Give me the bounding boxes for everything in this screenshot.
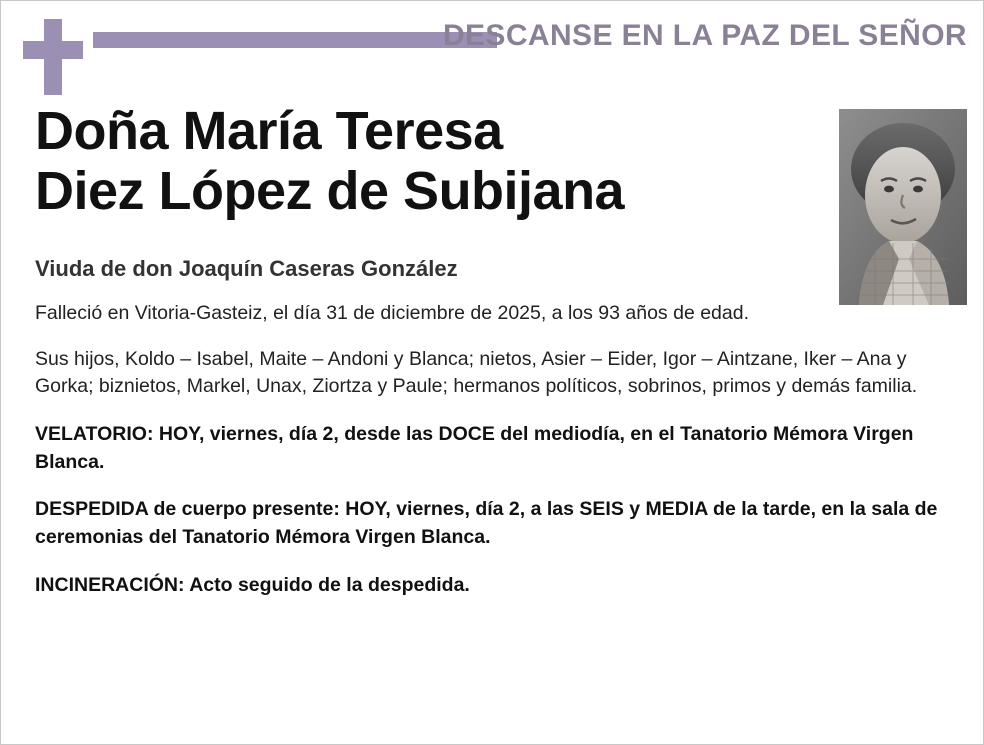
portrait-photo xyxy=(839,109,967,305)
deceased-name-line-1: Doña María Teresa xyxy=(35,101,503,161)
obituary-body xyxy=(35,101,938,599)
cross-horizontal-bar xyxy=(23,41,83,59)
service-despedida: DESPEDIDA de cuerpo presente: HOY, viernes, día 2, a las SEIS y MEDIA de la tarde, en la sala de ceremonias del Tanatorio Mémora Virgen Blanca. xyxy=(35,498,938,549)
family-line: Sus hijos, Koldo – Isabel, Maite – Andoni y Blanca; nietos, Asier – Eider, Igor – Aintzane, Iker – Ana y Gorka; biznietos, Markel, Unax, Ziortza y Paule; hermanos políticos, sobrinos, primos y demás familia. xyxy=(35,347,918,398)
portrait-photo-graphic xyxy=(839,109,967,305)
service-velatorio: VELATORIO: HOY, viernes, día 2, desde las DOCE del mediodía, en el Tanatorio Mémora Virgen Blanca. xyxy=(35,423,914,473)
deceased-name-line-2: Diez López de Subijana xyxy=(35,161,625,222)
death-line: Falleció en Vitoria-Gasteiz, el día 31 de diciembre de 2025, a los 93 años de edad. xyxy=(35,301,750,324)
deceased-name xyxy=(35,101,813,222)
spouse-line: Viuda de don Joaquín Caseras González xyxy=(35,255,458,281)
header-title: DESCANSE EN LA PAZ DEL SEÑOR xyxy=(442,19,967,52)
header-rule xyxy=(93,32,497,48)
service-incineracion: INCINERACIÓN: Acto seguido de la despedida. xyxy=(35,573,470,596)
obituary-header xyxy=(1,1,983,93)
cross-icon xyxy=(23,19,83,95)
